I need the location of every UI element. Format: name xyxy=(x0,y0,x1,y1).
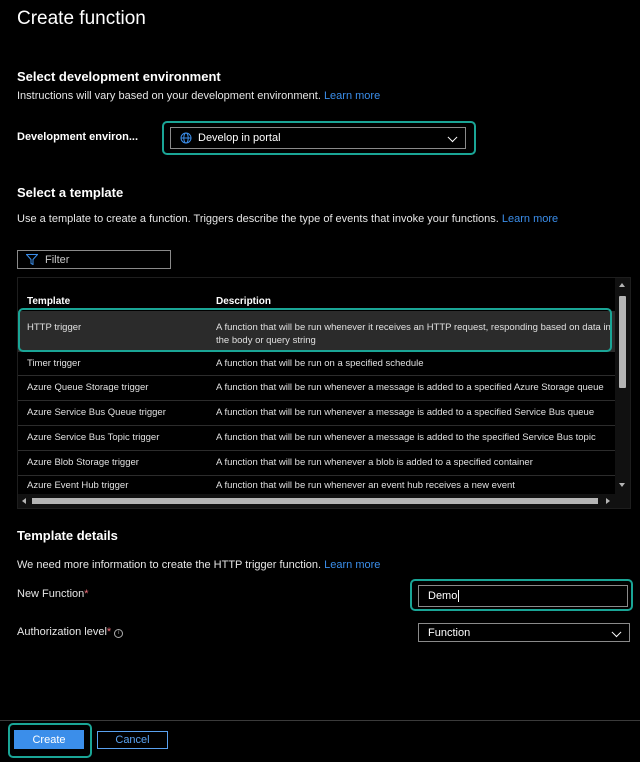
template-row-name: Azure Service Bus Queue trigger xyxy=(27,407,166,418)
template-grid-horizontal-scrollbar[interactable] xyxy=(18,494,615,508)
vertical-scroll-thumb[interactable] xyxy=(619,296,626,388)
cancel-button[interactable]: Cancel xyxy=(97,731,168,749)
globe-icon xyxy=(180,132,192,144)
template-row-blob-storage-trigger[interactable] xyxy=(18,451,615,476)
template-row-name: Azure Event Hub trigger xyxy=(27,480,129,491)
http-trigger-highlight xyxy=(18,308,612,352)
template-description xyxy=(17,213,558,225)
create-button[interactable]: Create xyxy=(14,730,84,749)
scroll-right-arrow-icon[interactable] xyxy=(606,498,610,504)
template-row-description: A function that will be run whenever a message is added to a specified Service Bus queue xyxy=(216,407,595,418)
details-learn-more-link[interactable]: Learn more xyxy=(324,559,381,571)
page-title: Create function xyxy=(17,8,146,29)
template-heading: Select a template xyxy=(17,185,124,200)
required-marker: * xyxy=(106,626,112,638)
chevron-down-icon xyxy=(612,627,622,637)
template-row-name: Azure Blob Storage trigger xyxy=(27,457,139,468)
template-grid-vertical-scrollbar[interactable] xyxy=(615,278,630,508)
environment-description-text: Instructions will vary based on your development environment. xyxy=(17,90,321,102)
environment-heading: Select development environment xyxy=(17,69,221,84)
template-filter-input[interactable] xyxy=(17,250,171,269)
chevron-down-icon xyxy=(448,132,458,142)
new-function-label-text: New Function xyxy=(17,588,85,600)
scroll-left-arrow-icon[interactable] xyxy=(22,498,26,504)
column-header-template: Template xyxy=(27,296,71,307)
environment-dropdown[interactable] xyxy=(170,127,466,149)
template-row-queue-storage-trigger[interactable] xyxy=(18,376,615,401)
details-heading: Template details xyxy=(17,528,118,543)
new-function-value: Demo xyxy=(428,590,458,602)
template-learn-more-link[interactable]: Learn more xyxy=(501,213,559,225)
template-row-service-bus-topic-trigger[interactable] xyxy=(18,426,615,451)
environment-description xyxy=(17,90,380,102)
template-filter-placeholder: Filter xyxy=(45,253,70,266)
template-row-name: HTTP trigger xyxy=(27,322,82,333)
template-row-name: Azure Queue Storage trigger xyxy=(27,382,149,393)
footer-bar xyxy=(0,720,640,762)
template-row-description: A function that will be run whenever a blob is added to a specified container xyxy=(216,457,533,468)
scroll-down-arrow-icon[interactable] xyxy=(619,483,625,487)
environment-selected-value: Develop in portal xyxy=(198,132,281,144)
details-description-text: We need more information to create the HTTP trigger function. xyxy=(17,559,322,571)
new-function-label xyxy=(17,588,89,600)
template-row-description: A function that will be run whenever a message is added to the specified Service Bus topic xyxy=(216,432,596,443)
auth-level-label xyxy=(17,626,123,638)
new-function-input[interactable] xyxy=(418,585,628,607)
text-cursor xyxy=(458,590,459,602)
environment-learn-more-link[interactable]: Learn more xyxy=(323,90,381,102)
auth-level-dropdown[interactable] xyxy=(418,623,630,642)
environment-field-label: Development environ... xyxy=(17,131,139,143)
template-description-text: Use a template to create a function. Triggers describe the type of events that invoke your functions. xyxy=(17,213,499,225)
template-row-timer-trigger[interactable] xyxy=(18,352,615,376)
column-header-description: Description xyxy=(216,296,272,307)
auth-level-selected-value: Function xyxy=(428,626,471,639)
info-icon[interactable]: i xyxy=(114,629,123,638)
required-marker: * xyxy=(84,588,89,600)
horizontal-scroll-thumb[interactable] xyxy=(32,498,598,504)
auth-level-label-text: Authorization level xyxy=(17,626,107,638)
template-row-name: Azure Service Bus Topic trigger xyxy=(27,432,160,443)
scroll-up-arrow-icon[interactable] xyxy=(619,283,625,287)
template-row-description: A function that will be run whenever it receives an HTTP request, responding based on data in the body or query string xyxy=(216,322,611,346)
template-row-service-bus-queue-trigger[interactable] xyxy=(18,401,615,426)
template-row-description: A function that will be run whenever an event hub receives a new event xyxy=(216,480,515,491)
template-row-description: A function that will be run on a specified schedule xyxy=(216,358,424,369)
filter-icon xyxy=(26,254,38,265)
template-row-description: A function that will be run whenever a message is added to a specified Azure Storage queue xyxy=(216,382,604,393)
details-description xyxy=(17,559,380,571)
template-row-name: Timer trigger xyxy=(27,358,81,369)
